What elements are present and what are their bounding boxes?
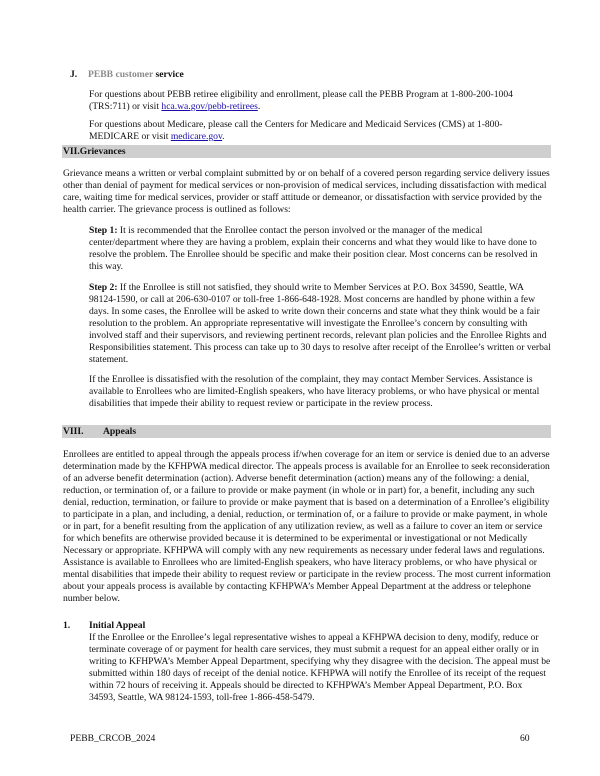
grievance-step-1 <box>89 225 551 273</box>
section-heading-appeals <box>62 425 551 438</box>
section-title: Appeals <box>103 426 137 437</box>
subsection-title-muted: PEBB customer <box>88 69 154 80</box>
section-number: VII. <box>63 146 80 157</box>
section-heading-grievances <box>62 145 551 158</box>
grievance-dissatisfied-paragraph: If the Enrollee is dissatisfied with the resolution of the complaint, they may contact Member Services. Assistance is available to Enrollees who are limited-English speakers, who have literacy problems, or who have physical or mental disabilities that impede their ability to request review or participate in the review process. <box>89 374 540 409</box>
step-2-text: If the Enrollee is still not satisfied, they should write to Member Services at P.O. Box 34590, Seattle, WA 98124-1590, or call at 206-630-0107 or toll-free 1-866-648-1928. Most concerns are handled by phone within a few days. In some cases, the Enrollee will be asked to write down their concerns and state what they think would be a fair resolution to the problem. An appropriate representative will investigate the Enrollee’s concern by consulting with involved staff and their supervisors, and reviewing pertinent records, relevant plan policies and the Enrollee Rights and Responsibilities statement. This process can take up to 30 days to resolve after receipt of the Enrollee’s written or verbal statement. <box>89 282 551 365</box>
medicare-paragraph <box>89 119 551 143</box>
grievance-step-2 <box>89 282 551 366</box>
initial-appeal-text: If the Enrollee or the Enrollee’s legal representative wishes to appeal a KFHPWA decision to deny, modify, reduce or terminate coverage of or payment for health care services, they must submit a request for an appeal either orally or in writing to KFHPWA’s Member Appeal Department, specifying why they disagree with the decision. The appeal must be submitted within 180 days of receipt of the denial notice. KFHPWA will notify the Enrollee of its receipt of the request within 72 hours of receiving it. Appeals should be directed to KFHPWA’s Member Appeal Department, P.O. Box 34593, Seattle, WA 98124-1593, toll-free 1-866-458-5479. <box>89 632 551 703</box>
subsection-letter: J. <box>70 69 78 80</box>
grievance-intro: Grievance means a written or verbal complaint submitted by or on behalf of a covered person regarding service delivery issues other than denial of payment for medical services or non-provision of medical services, including dissatisfaction with medical care, waiting time for medical services, provider or staff attitude or demeanor, or dissatisfaction with service provided by the health carrier. The grievance process is outlined as follows: <box>63 168 550 215</box>
list-item-initial-appeal-heading <box>63 620 553 632</box>
step-2-label: Step 2: <box>89 282 118 293</box>
pebb-retiree-paragraph <box>89 89 551 113</box>
subsection-title-bold: service <box>155 69 184 80</box>
subsection-heading-j <box>70 69 184 81</box>
pebb-retiree-text: For questions about PEBB retiree eligibility and enrollment, please call the PEBB Program at 1-800-200-1004 (TRS:711) or visit <box>89 89 513 112</box>
appeals-intro: Enrollees are entitled to appeal through the appeals process if/when coverage for an item or service is denied due to an adverse determination made by the KFHPWA medical director. The appeals process is available for an Enrollee to seek reconsideration of an adverse benefit determination (action). Adverse benefit determination (action) means any of the following: a denial, reduction, or termination of, or a failure to provide or make payment (in whole or in part) for, a benefit, including any such denial, reduction, termination, or failure to provide or make payment that is based on a determination of a Enrollee’s eligibility to participate in a plan, and including, a denial, reduction, or termination of, or a failure to provide or make payment, in whole or in part, for a benefit resulting from the application of any utilization review, as well as a failure to cover an item or service for which benefits are otherwise provided because it is determined to be experimental or investigational or not Medically Necessary or appropriate. KFHPWA will comply with any new requirements as necessary under federal laws and regulations. Assistance is available to Enrollees who are limited-English speakers, who have literacy problems, or who have physical or mental disabilities that impede their ability to request review or participate in the review process. The most current information about your appeals process is available by contacting KFHPWA’s Member Appeal Department at the address or telephone number below. <box>63 449 551 604</box>
step-1-label: Step 1: <box>89 225 118 236</box>
section-title: Grievances <box>79 146 126 157</box>
step-1-text: It is recommended that the Enrollee contact the person involved or the manager of the medical center/department where they are having a problem, explain their concerns and what they would like to have done to resolve the problem. The Enrollee should be specific and make their position clear. Most concerns can be resolved in this way. <box>89 225 538 272</box>
period: . <box>257 101 261 112</box>
section-number: VIII. <box>63 426 84 437</box>
medicare-link[interactable]: medicare.gov <box>170 131 223 142</box>
medicare-text: For questions about Medicare, please call the Centers for Medicare and Medicaid Services (CMS) at 1-800-MEDICARE or visit <box>89 119 503 142</box>
footer-document-id: PEBB_CRCOB_2024 <box>70 733 156 744</box>
period: . <box>222 131 225 142</box>
pebb-retirees-link[interactable]: hca.wa.gov/pebb-retirees <box>161 101 258 112</box>
footer-page-number: 60 <box>520 733 530 744</box>
list-item-number: 1. <box>63 620 71 631</box>
list-item-title: Initial Appeal <box>89 620 146 631</box>
